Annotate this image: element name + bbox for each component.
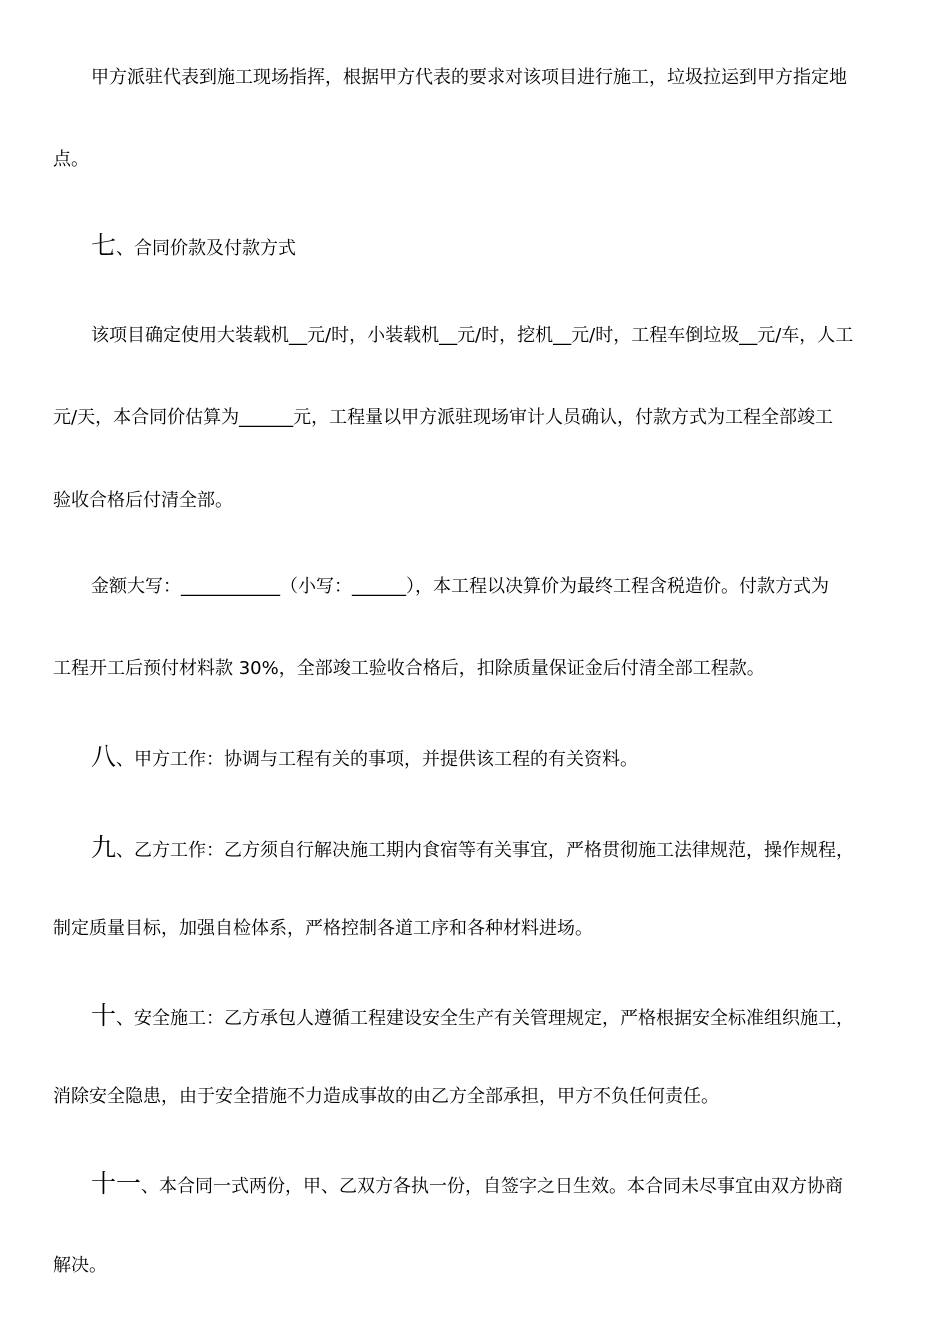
section-number: 九 [91,833,117,862]
paragraph-line: 甲方派驻代表到施工现场指挥，根据甲方代表的要求对该项目进行施工，垃圾拉运到甲方指定地 [91,67,847,88]
paragraph-line: 工程开工后预付材料款 30%，全部竣工验收合格后，扣除质量保证金后付清全部工程款。 [53,658,765,679]
paragraph-line: 验收合格后付清全部。 [53,490,233,511]
section-text: 乙方工作：乙方须自行解决施工期内食宿等有关事宜，严格贯彻施工法律规范，操作规程， [134,840,855,861]
section-separator: 、 [116,1008,135,1029]
paragraph-line: 该项目确定使用大装载机__元/时，小装载机__元/时，挖机__元/时，工程车倒垃圾__元/车，人工 [91,325,854,346]
section-text: 本合同一式两份，甲、乙双方各执一份，自签字之日生效。本合同未尽事宜由双方协商 [159,1176,844,1197]
section-text: 合同价款及付款方式 [134,238,297,259]
section-heading-9 [91,833,855,863]
section-separator: 、 [116,238,135,259]
paragraph-line: 金额大写：___________（小写：______），本工程以决算价为最终工程含税造价。付款方式为 [91,576,829,597]
paragraph-line: 元/天，本合同价估算为______元，工程量以甲方派驻现场审计人员确认，付款方式为工程全部竣工 [53,407,834,428]
section-number: 八 [91,742,117,771]
section-number: 十 [91,1001,117,1030]
section-number: 七 [91,231,117,260]
section-separator: 、 [116,840,135,861]
section-text: 甲方工作：协调与工程有关的事项，并提供该工程的有关资料。 [134,749,639,770]
paragraph-line: 消除安全隐患，由于安全措施不力造成事故的由乙方全部承担，甲方不负任何责任。 [53,1086,719,1107]
section-separator: 、 [141,1176,160,1197]
section-heading-8 [91,742,639,772]
section-separator: 、 [116,749,135,770]
section-heading-11 [91,1169,844,1199]
paragraph-line: 点。 [53,149,89,170]
section-text: 安全施工：乙方承包人遵循工程建设安全生产有关管理规定，严格根据安全标准组织施工， [134,1008,855,1029]
section-heading-10 [91,1001,855,1031]
section-heading-7 [91,231,297,261]
paragraph-line: 制定质量目标，加强自检体系，严格控制各道工序和各种材料进场。 [53,918,593,939]
section-number: 十一 [91,1169,142,1198]
paragraph-line: 解决。 [53,1255,107,1276]
